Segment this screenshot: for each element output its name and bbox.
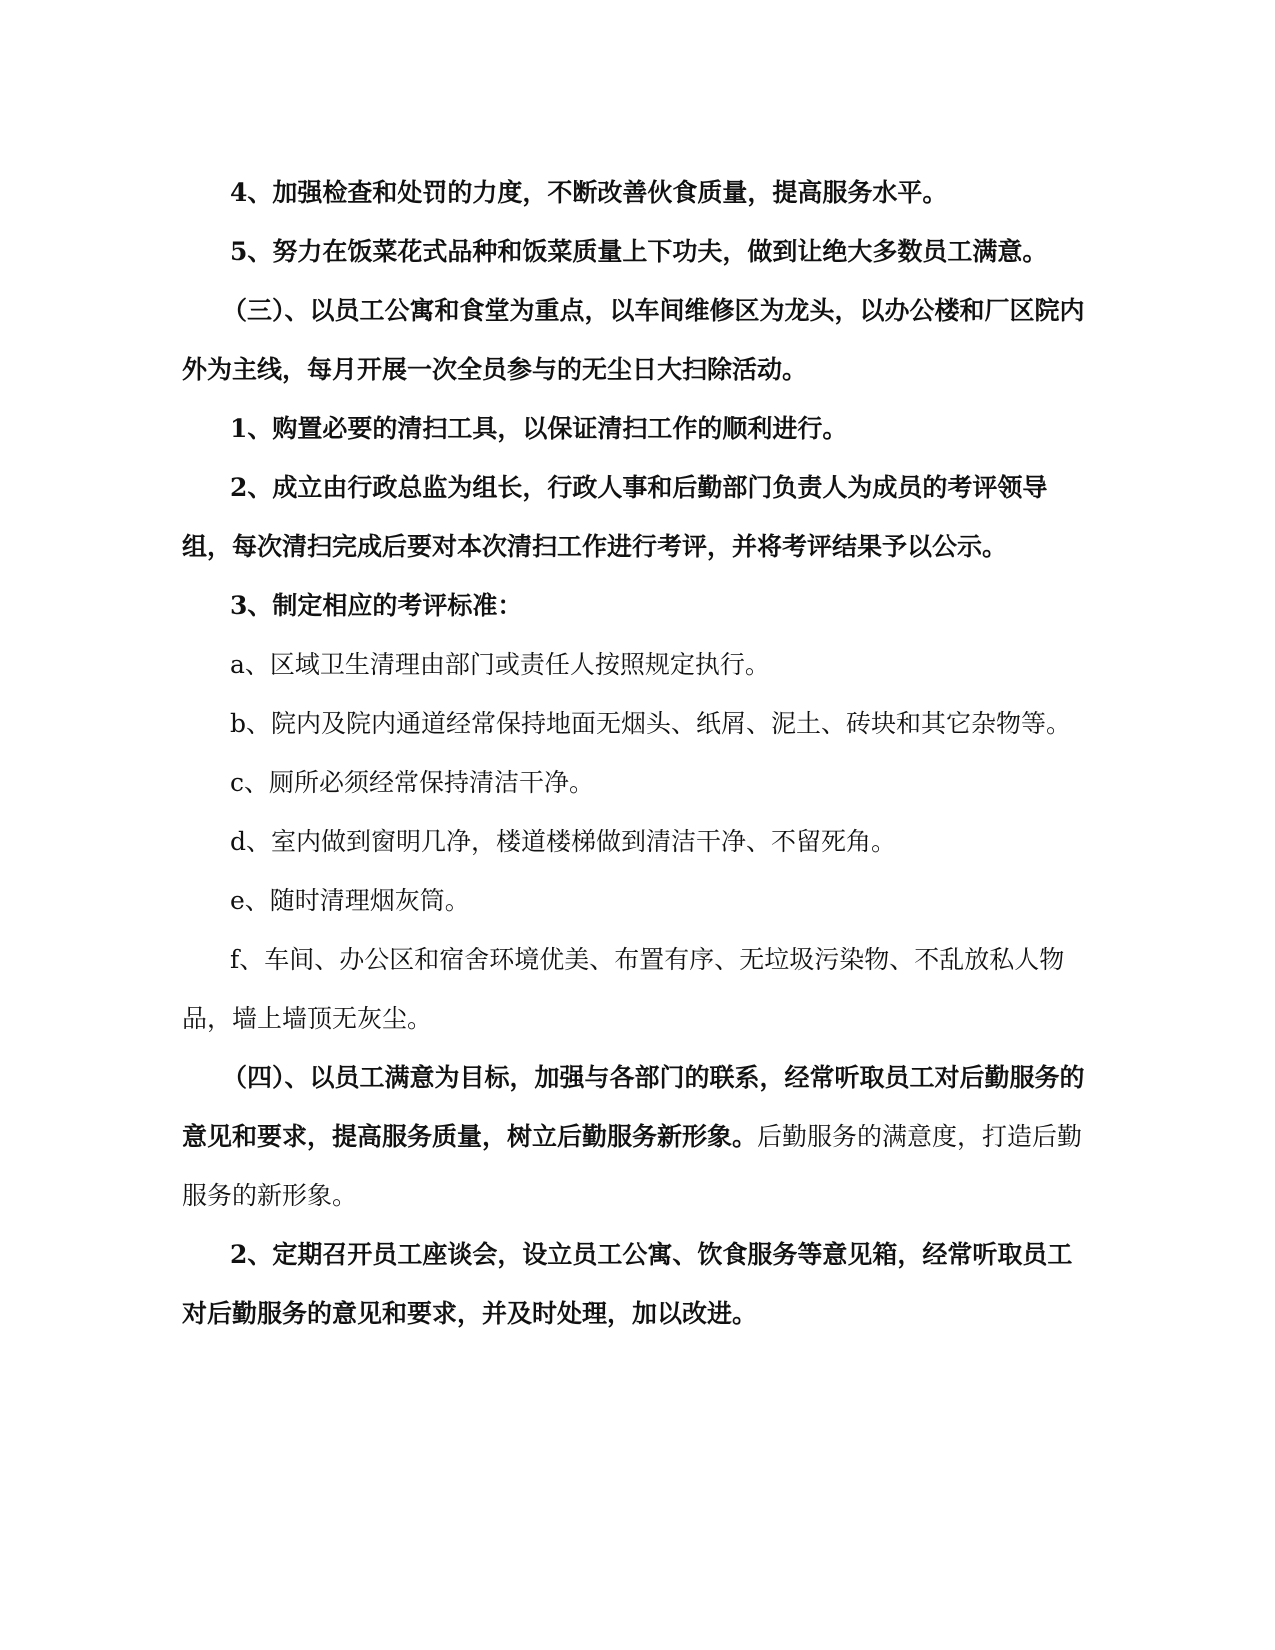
paragraph-item-2b — [182, 1225, 1092, 1343]
paragraph-text: e、随时清理烟灰筒。 — [230, 886, 470, 915]
paragraph-text: 2、定期召开员工座谈会，设立员工公寓、饮食服务等意见箱，经常听取员工对后勤服务的意见和要求，并及时处理，加以改进。 — [182, 1240, 1073, 1328]
paragraph-item-5 — [182, 222, 1092, 281]
paragraph-text: 5、努力在饭菜花式品种和饭菜质量上下功夫，做到让绝大多数员工满意。 — [230, 237, 1048, 266]
criteria-item-b — [182, 694, 1092, 753]
criteria-item-e — [182, 871, 1092, 930]
paragraph-text: 4、加强检查和处罚的力度，不断改善伙食质量，提高服务水平。 — [230, 178, 948, 207]
document-body — [182, 163, 1092, 1343]
criteria-item-a — [182, 635, 1092, 694]
paragraph-text: f、车间、办公区和宿舍环境优美、布置有序、无垃圾污染物、不乱放私人物品，墙上墙顶无灰尘。 — [182, 945, 1065, 1033]
paragraph-text: 1、购置必要的清扫工具，以保证清扫工作的顺利进行。 — [230, 414, 848, 443]
paragraph-bold-text: （四）、以员工满意为目标，加强与各部门的联系，经常听取员工对后勤服务的意见和要求，提高服务质量，树立后勤服务新形象。 — [182, 1063, 1085, 1151]
paragraph-item-1 — [182, 399, 1092, 458]
paragraph-text: d、室内做到窗明几净，楼道楼梯做到清洁干净、不留死角。 — [230, 827, 897, 856]
paragraph-text: a、区域卫生清理由部门或责任人按照规定执行。 — [230, 650, 770, 679]
section-heading-3 — [182, 281, 1092, 399]
paragraph-text: c、厕所必须经常保持清洁干净。 — [230, 768, 595, 797]
paragraph-normal-text: 后勤服务的满意度，打造后勤服务的新形象。 — [182, 1122, 1083, 1210]
paragraph-item-2 — [182, 458, 1092, 576]
paragraph-item-4 — [182, 163, 1092, 222]
section-heading-4 — [182, 1048, 1092, 1225]
paragraph-text: b、院内及院内通道经常保持地面无烟头、纸屑、泥土、砖块和其它杂物等。 — [230, 709, 1072, 738]
criteria-item-d — [182, 812, 1092, 871]
paragraph-item-3 — [182, 576, 1092, 635]
paragraph-text: 2、成立由行政总监为组长，行政人事和后勤部门负责人为成员的考评领导组，每次清扫完成后要对本次清扫工作进行考评，并将考评结果予以公示。 — [182, 473, 1048, 561]
paragraph-text: 3、制定相应的考评标准： — [230, 591, 523, 620]
criteria-item-c — [182, 753, 1092, 812]
paragraph-text: （三）、以员工公寓和食堂为重点，以车间维修区为龙头，以办公楼和厂区院内外为主线，每月开展一次全员参与的无尘日大扫除活动。 — [182, 296, 1085, 384]
criteria-item-f — [182, 930, 1092, 1048]
